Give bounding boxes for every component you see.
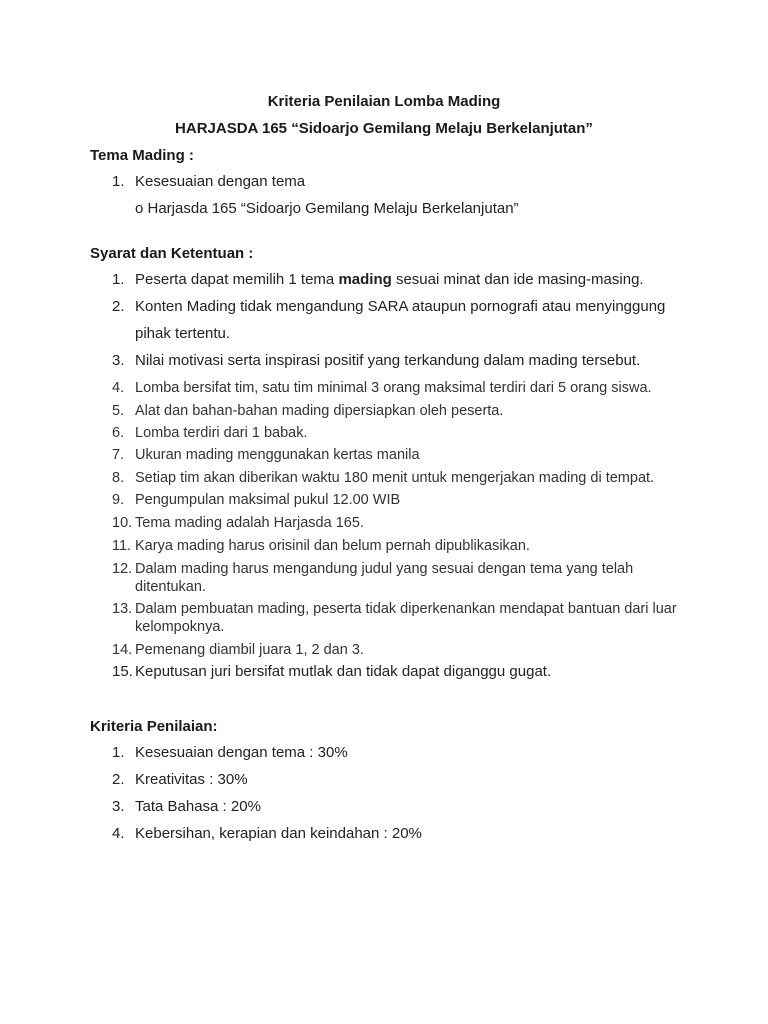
document-title: Kriteria Penilaian Lomba Mading bbox=[267, 93, 501, 110]
list-text: Ukuran mading menggunakan kertas manila bbox=[135, 447, 420, 463]
list-item bbox=[112, 820, 692, 847]
list-item bbox=[112, 293, 692, 347]
list-number: 5. bbox=[112, 403, 125, 419]
list-number: 6. bbox=[112, 425, 125, 441]
list-item bbox=[112, 347, 692, 374]
tema-sub-item: o Harjasda 165 “Sidoarjo Gemilang Melaju Berkelanjutan” bbox=[135, 200, 519, 217]
list-number: 3. bbox=[112, 798, 125, 815]
list-item bbox=[112, 766, 692, 793]
list-text: Nilai motivasi serta inspirasi positif yang terkandung dalam mading tersebut. bbox=[135, 352, 641, 369]
list-text: Keputusan juri bersifat mutlak dan tidak dapat diganggu gugat. bbox=[135, 663, 552, 680]
list-item bbox=[112, 469, 692, 487]
list-number: 7. bbox=[112, 447, 125, 463]
list-number: 10. bbox=[112, 515, 133, 531]
list-number: 1. bbox=[112, 744, 125, 761]
list-item bbox=[112, 402, 692, 420]
list-text: Kebersihan, kerapian dan keindahan : 20% bbox=[135, 825, 422, 842]
syarat-heading: Syarat dan Ketentuan : bbox=[90, 245, 254, 262]
list-item bbox=[112, 446, 692, 464]
list-item bbox=[112, 379, 692, 397]
list-text: Kesesuaian dengan tema bbox=[135, 173, 306, 190]
list-item bbox=[112, 424, 692, 442]
list-number: 13. bbox=[112, 601, 133, 617]
list-text: Alat dan bahan-bahan mading dipersiapkan oleh peserta. bbox=[135, 403, 504, 419]
list-number: 2. bbox=[112, 771, 125, 788]
list-item bbox=[112, 266, 692, 293]
list-text: Tema mading adalah Harjasda 165. bbox=[135, 515, 364, 531]
list-item bbox=[112, 491, 692, 509]
list-item bbox=[112, 739, 692, 766]
list-number: 1. bbox=[112, 271, 125, 288]
list-item bbox=[112, 793, 692, 820]
list-text-bold: mading bbox=[338, 271, 392, 288]
kriteria-heading: Kriteria Penilaian: bbox=[90, 718, 218, 735]
list-number: 4. bbox=[112, 380, 125, 396]
list-number: 12. bbox=[112, 561, 133, 577]
list-number: 3. bbox=[112, 352, 125, 369]
document-subtitle: HARJASDA 165 “Sidoarjo Gemilang Melaju Berkelanjutan” bbox=[175, 120, 593, 137]
list-text: Setiap tim akan diberikan waktu 180 menit untuk mengerjakan mading di tempat. bbox=[135, 470, 655, 486]
list-number: 2. bbox=[112, 298, 125, 315]
list-text: Konten Mading tidak mengandung SARA ataupun pornografi atau menyinggung pihak tertentu. bbox=[135, 298, 666, 342]
list-number: 1. bbox=[112, 173, 125, 190]
list-text: Lomba terdiri dari 1 babak. bbox=[135, 425, 308, 441]
list-item bbox=[112, 560, 692, 596]
list-text: Kreativitas : 30% bbox=[135, 771, 248, 788]
list-item bbox=[112, 600, 692, 636]
list-text: Dalam mading harus mengandung judul yang sesuai dengan tema yang telah ditentukan. bbox=[135, 561, 634, 595]
list-text-part: Peserta dapat memilih 1 tema bbox=[135, 271, 339, 288]
list-number: 9. bbox=[112, 492, 125, 508]
list-item bbox=[112, 641, 692, 659]
list-number: 4. bbox=[112, 825, 125, 842]
list-item bbox=[112, 658, 692, 685]
list-number: 14. bbox=[112, 642, 133, 658]
list-text: Lomba bersifat tim, satu tim minimal 3 orang maksimal terdiri dari 5 orang siswa. bbox=[135, 380, 652, 396]
list-item bbox=[112, 168, 692, 195]
list-text-part: sesuai minat dan ide masing-masing. bbox=[391, 271, 644, 288]
list-text: Dalam pembuatan mading, peserta tidak diperkenankan mendapat bantuan dari luar kelompoknya. bbox=[135, 601, 677, 635]
list-text: Karya mading harus orisinil dan belum pernah dipublikasikan. bbox=[135, 538, 530, 554]
list-number: 15. bbox=[112, 663, 133, 680]
list-text bbox=[135, 266, 692, 293]
list-number: 11. bbox=[112, 538, 132, 554]
list-text: Pemenang diambil juara 1, 2 dan 3. bbox=[135, 642, 364, 658]
list-number: 8. bbox=[112, 470, 125, 486]
list-item bbox=[112, 514, 692, 532]
list-item bbox=[112, 537, 692, 555]
list-text: Tata Bahasa : 20% bbox=[135, 798, 261, 815]
list-text: Pengumpulan maksimal pukul 12.00 WIB bbox=[135, 492, 401, 508]
list-text: Kesesuaian dengan tema : 30% bbox=[135, 744, 348, 761]
tema-heading: Tema Mading : bbox=[90, 147, 194, 164]
